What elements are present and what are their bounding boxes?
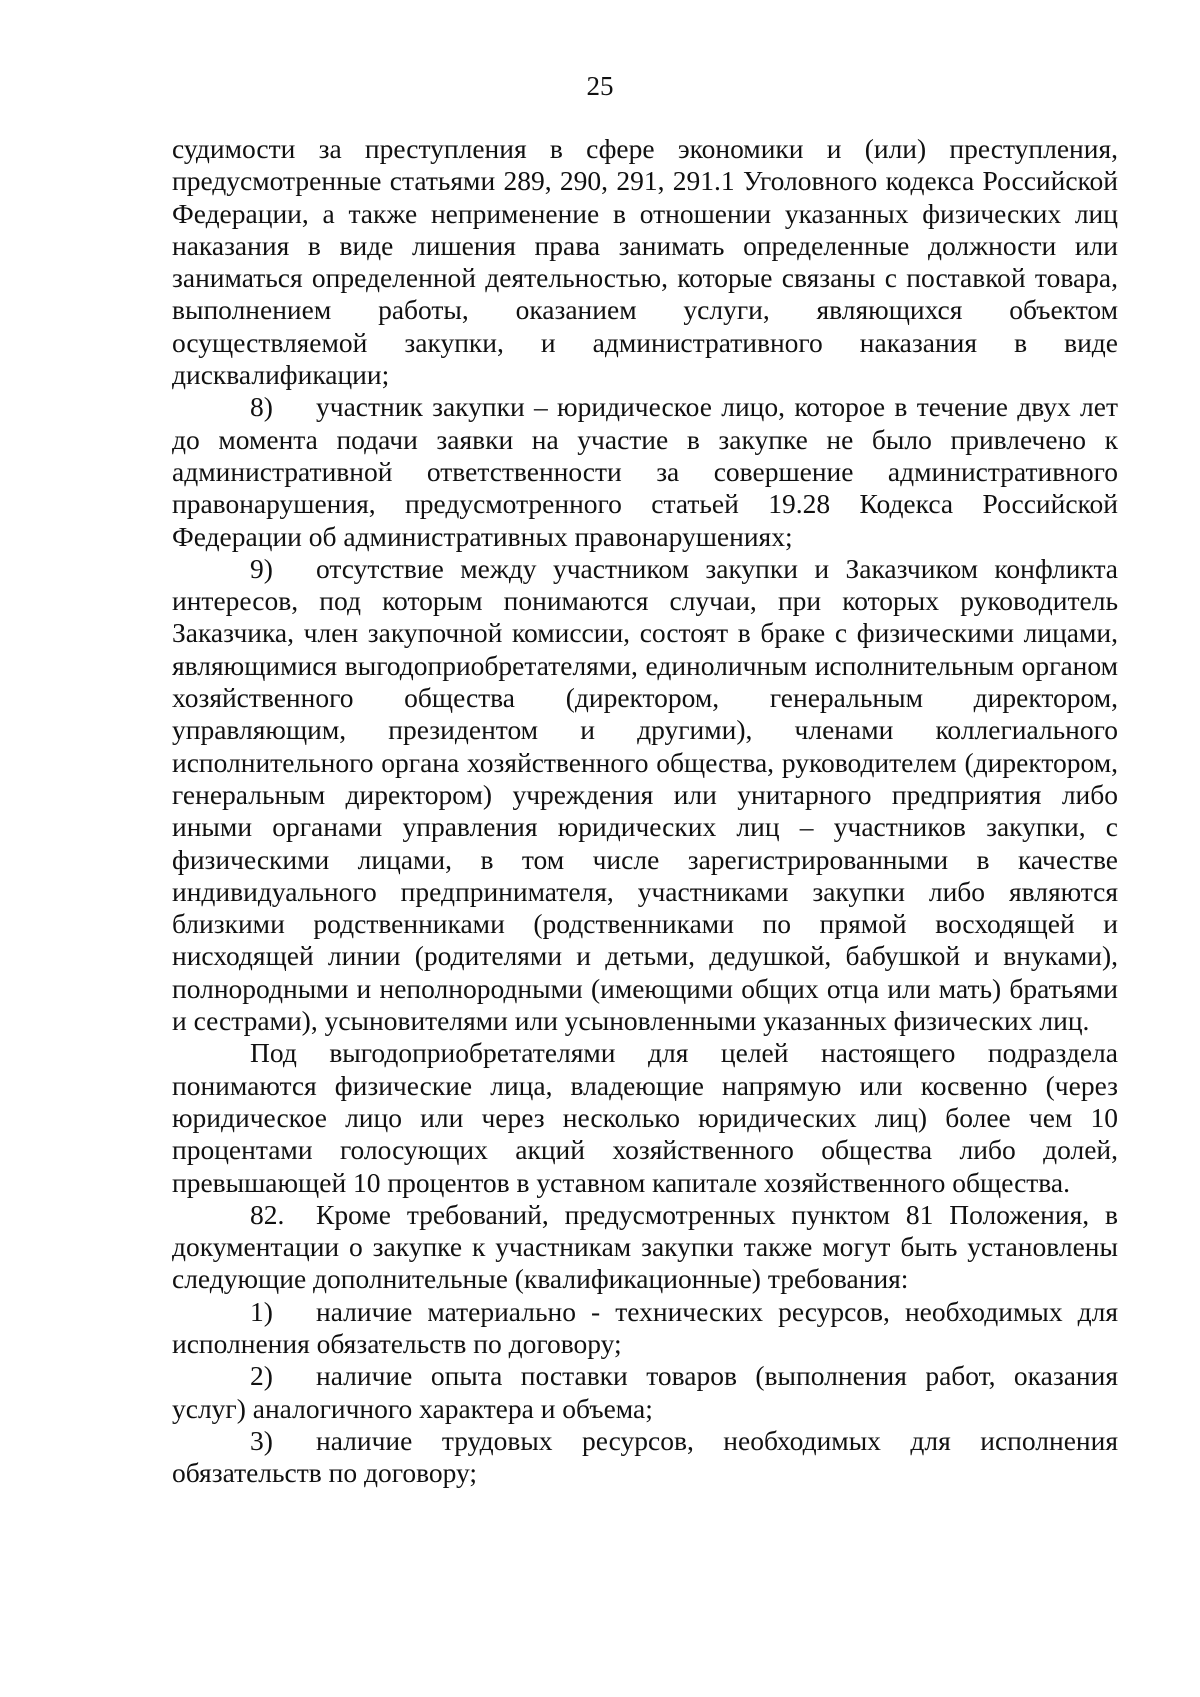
item-number: 3) <box>250 1424 273 1456</box>
item-text: наличие трудовых ресурсов, необходимых для исполнения обязательств по договору; <box>172 1424 1118 1489</box>
paragraph-continuation <box>172 133 1118 391</box>
list-item-8 <box>172 391 1118 552</box>
item-text: наличие опыта поставки товаров (выполнения работ, оказания услуг) аналогичного характера и объема; <box>172 1360 1118 1424</box>
paragraph-text: судимости за преступления в сфере экономики и (или) преступления, предусмотренные статьями 289, 290, 291, 291.1 Уголовного кодекса Российской Федерации, а также неприменение в отношении указанных физических лиц наказания в виде лишения права занимать определенные должности или заниматься определенной деятельностью, которые связаны с поставкой товара, выполнением работы, оказанием услуги, являющихся объектом осуществляемой закупки, и административного наказания в виде дисквалификации; <box>172 133 1118 391</box>
item-number: 8) <box>250 391 273 423</box>
paragraph-beneficiaries <box>172 1037 1118 1198</box>
list-item-3 <box>172 1425 1118 1490</box>
item-text: участник закупки – юридическое лицо, которое в течение двух лет до момента подачи заявки на участие в закупке не было привлечено к административной ответственности за совершение административного правонарушения, предусмотренного статьей 19.28 Кодекса Российской Федерации об административных правонарушениях; <box>172 391 1118 552</box>
page-number: 25 <box>586 71 614 101</box>
clause-number: 82. <box>250 1198 285 1230</box>
list-item-9 <box>172 553 1118 1037</box>
item-text: отсутствие между участником закупки и Заказчиком конфликта интересов, под которым понимаются случаи, при которых руководитель Заказчика, член закупочной комиссии, состоят в браке с физическими лицами, являющимися выгодоприобретателями, единоличным исполнительным органом хозяйственного общества (директором, генеральным директором, управляющим, президентом и другими), членами коллегиального исполнительного органа хозяйственного общества, руководителем (директором, генеральным директором) учреждения или унитарного предприятия либо иными органами управления юридических лиц – участников закупки, с физическими лицами, в том числе зарегистрированными в качестве индивидуального предпринимателя, участниками закупки либо являются близкими родственниками (родственниками по прямой восходящей и нисходящей линии (родителями и детьми, дедушкой, бабушкой и внуками), полнородными и неполнородными (имеющими общих отца или мать) братьями и сестрами), усыновителями или усыновленными указанных физических лиц. <box>172 552 1118 1037</box>
list-item-1 <box>172 1296 1118 1361</box>
document-body <box>172 133 1118 1489</box>
item-number: 2) <box>250 1360 273 1392</box>
item-text: наличие материально - технических ресурсов, необходимых для исполнения обязательств по договору; <box>172 1295 1118 1359</box>
list-item-2 <box>172 1360 1118 1425</box>
paragraph-text: Под выгодоприобретателями для целей настоящего подраздела понимаются физические лица, владеющие напрямую или косвенно (через юридическое лицо или через несколько юридических лиц) более чем 10 процентами голосующих акций хозяйственного общества либо долей, превышающей 10 процентов в уставном капитале хозяйственного общества. <box>172 1037 1118 1198</box>
clause-text: Кроме требований, предусмотренных пунктом 81 Положения, в документации о закупке к участникам закупки также могут быть установлены следующие дополнительные (квалификационные) требования: <box>172 1198 1118 1295</box>
clause-82 <box>172 1199 1118 1296</box>
item-number: 9) <box>250 552 273 584</box>
item-number: 1) <box>250 1295 273 1327</box>
